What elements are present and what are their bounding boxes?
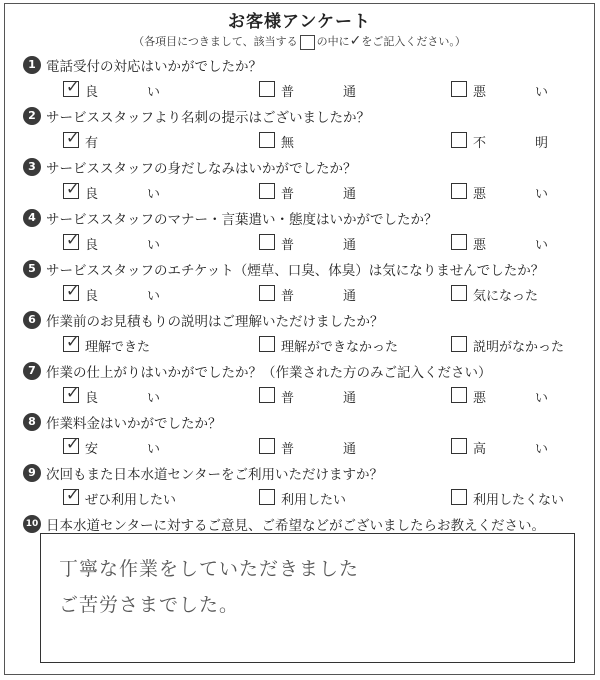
answer-label-suffix: い: [147, 442, 161, 457]
answer-option[interactable]: [451, 387, 581, 405]
question-9: [23, 463, 588, 513]
answer-label-suffix: い: [147, 238, 161, 253]
answer-option[interactable]: [451, 234, 581, 252]
answer-label: 説明がなかった: [473, 340, 565, 355]
question-number-icon: 9: [23, 464, 41, 482]
answer-label: 高: [473, 442, 487, 457]
answer-option[interactable]: [63, 383, 243, 406]
answer-checkbox[interactable]: [451, 81, 467, 97]
question-text: 次回もまた日本水道センターをご利用いただけますか？: [46, 467, 383, 483]
answer-label-suffix: い: [147, 187, 161, 202]
answer-option[interactable]: [259, 438, 439, 456]
answer-label: 利用したくない: [473, 493, 565, 508]
answer-label-suffix: 明: [535, 136, 549, 151]
comment-line-1: 丁寧な作業をしていただきました: [59, 558, 360, 580]
answer-option[interactable]: [63, 230, 243, 253]
answer-option[interactable]: [63, 179, 243, 202]
question-text: 日本水道センターに対するご意見、ご希望などがございましたらお教えください。: [46, 518, 545, 534]
answer-label: 無: [281, 136, 295, 151]
answer-label-suffix: い: [535, 238, 549, 253]
answer-option[interactable]: [259, 336, 439, 354]
answer-label-suffix: 通: [343, 442, 357, 457]
answer-checkbox[interactable]: [259, 234, 275, 250]
answer-option[interactable]: [259, 285, 439, 303]
answer-option[interactable]: [259, 132, 439, 150]
question-text: 作業前のお見積もりの説明はご理解いただけましたか？: [46, 314, 384, 330]
question-number-icon: 6: [23, 311, 41, 329]
question-2: [23, 106, 588, 156]
checkmark-icon: ✓: [66, 281, 80, 300]
answer-option[interactable]: [451, 489, 581, 507]
answer-option[interactable]: [259, 387, 439, 405]
checkmark-icon: ✓: [349, 33, 362, 49]
instructions-before: （各項目につきまして、該当する: [133, 35, 298, 48]
answer-option[interactable]: [63, 281, 243, 304]
question-1: [23, 55, 588, 105]
question-number-icon: 8: [23, 413, 41, 431]
answer-label: 良: [85, 85, 99, 100]
answer-label: 不: [473, 136, 487, 151]
question-number-icon: 2: [23, 107, 41, 125]
answer-label: 有: [85, 136, 99, 151]
answer-label-suffix: い: [535, 391, 549, 406]
question-4: [23, 208, 588, 258]
answer-checkbox[interactable]: [451, 336, 467, 352]
survey-title: お客様アンケート: [228, 12, 371, 32]
answer-option[interactable]: [451, 438, 581, 456]
answer-label: ぜひ利用したい: [85, 493, 177, 508]
checkmark-icon: ✓: [66, 230, 80, 249]
answer-label-suffix: い: [147, 85, 161, 100]
answer-checkbox[interactable]: [451, 132, 467, 148]
answer-label: 普: [281, 442, 295, 457]
comment-box[interactable]: [40, 533, 575, 663]
answer-checkbox[interactable]: [451, 438, 467, 454]
answer-checkbox[interactable]: [63, 230, 80, 250]
answer-label: 悪: [473, 391, 487, 406]
answer-label: 良: [85, 289, 99, 304]
question-5: [23, 259, 588, 309]
answer-checkbox[interactable]: [63, 281, 80, 301]
answer-label: 普: [281, 85, 295, 100]
answer-label-suffix: 通: [343, 289, 357, 304]
answer-label: 良: [85, 391, 99, 406]
question-text: 電話受付の対応はいかがでしたか？: [46, 59, 262, 75]
answer-label-suffix: い: [535, 85, 549, 100]
checkmark-icon: ✓: [66, 179, 80, 198]
answer-option[interactable]: [259, 489, 439, 507]
checkmark-icon: ✓: [66, 383, 80, 402]
survey-instructions: [5, 33, 594, 50]
answer-checkbox[interactable]: [451, 489, 467, 505]
answer-label-suffix: い: [147, 289, 161, 304]
answer-label-suffix: 通: [343, 391, 357, 406]
answer-checkbox[interactable]: [63, 434, 80, 454]
checkmark-icon: ✓: [66, 77, 80, 96]
answer-checkbox[interactable]: [63, 77, 80, 97]
instructions-after: をご記入ください。）: [361, 35, 466, 48]
answer-label: 理解ができなかった: [281, 340, 399, 355]
answer-label: 普: [281, 391, 295, 406]
instructions-middle: の中に: [316, 35, 350, 48]
answer-label-suffix: い: [535, 187, 549, 202]
answer-label: 悪: [473, 238, 487, 253]
answer-checkbox[interactable]: [259, 489, 275, 505]
answer-checkbox[interactable]: [259, 81, 275, 97]
question-number-icon: 5: [23, 260, 41, 278]
answer-checkbox[interactable]: [63, 179, 80, 199]
answer-checkbox[interactable]: [259, 438, 275, 454]
answer-checkbox[interactable]: [451, 387, 467, 403]
answer-label-suffix: 通: [343, 85, 357, 100]
answer-label: 理解できた: [85, 340, 151, 355]
answer-option[interactable]: [259, 234, 439, 252]
example-checkbox-icon: [300, 35, 315, 50]
answer-option[interactable]: [63, 485, 243, 508]
question-text: サービススタッフの身だしなみはいかがでしたか？: [46, 161, 357, 177]
answer-label: 悪: [473, 187, 487, 202]
answer-option[interactable]: [259, 183, 439, 201]
answer-checkbox[interactable]: [63, 383, 80, 403]
answer-label-suffix: い: [147, 391, 161, 406]
answer-label: 気になった: [473, 289, 539, 304]
question-number-icon: 3: [23, 158, 41, 176]
answer-option[interactable]: [451, 285, 581, 303]
question-3: [23, 157, 588, 207]
answer-option[interactable]: [451, 183, 581, 201]
answer-label: 良: [85, 238, 99, 253]
checkmark-icon: ✓: [66, 434, 80, 453]
comment-line-2: ご苦労さまでした。: [59, 594, 240, 616]
answer-checkbox[interactable]: [259, 285, 275, 301]
answer-option[interactable]: [451, 132, 581, 150]
answer-option[interactable]: [451, 81, 581, 99]
answer-label-suffix: 通: [343, 238, 357, 253]
answer-label: 悪: [473, 85, 487, 100]
question-number-icon: 4: [23, 209, 41, 227]
question-text: サービススタッフより名刺の提示はございましたか？: [46, 110, 370, 126]
checkmark-icon: ✓: [66, 332, 80, 351]
question-text: サービススタッフのエチケット（煙草、口臭、体臭）は気になりませんでしたか？: [46, 263, 545, 279]
question-text: サービススタッフのマナー・言葉遣い・態度はいかがでしたか？: [46, 212, 438, 228]
question-number-icon: 1: [23, 56, 41, 74]
answer-checkbox[interactable]: [259, 132, 275, 148]
answer-checkbox[interactable]: [63, 128, 80, 148]
answer-checkbox[interactable]: [259, 183, 275, 199]
answer-label: 利用したい: [281, 493, 347, 508]
answer-option[interactable]: [63, 128, 243, 151]
answer-checkbox[interactable]: [451, 234, 467, 250]
answer-checkbox[interactable]: [451, 183, 467, 199]
checkmark-icon: ✓: [66, 128, 80, 147]
question-text: 作業の仕上がりはいかがでしたか？（作業された方のみご記入ください）: [46, 365, 492, 381]
checkmark-icon: ✓: [66, 485, 80, 504]
answer-checkbox[interactable]: [451, 285, 467, 301]
answer-option[interactable]: [63, 332, 243, 355]
answer-label: 普: [281, 289, 295, 304]
answer-label-suffix: 通: [343, 187, 357, 202]
question-7: [23, 361, 588, 411]
answer-label: 普: [281, 187, 295, 202]
answer-option[interactable]: [259, 81, 439, 99]
answer-checkbox[interactable]: [259, 387, 275, 403]
question-text: 作業料金はいかがでしたか？: [46, 416, 222, 432]
answer-option[interactable]: [63, 434, 243, 457]
question-6: [23, 310, 588, 360]
answer-checkbox[interactable]: [63, 332, 80, 352]
answer-label: 安: [85, 442, 99, 457]
answer-option[interactable]: [451, 336, 581, 354]
question-8: [23, 412, 588, 462]
answer-checkbox[interactable]: [63, 485, 80, 505]
answer-label: 良: [85, 187, 99, 202]
question-number-icon: 10: [23, 515, 41, 533]
answer-label: 普: [281, 238, 295, 253]
answer-label-suffix: い: [535, 442, 549, 457]
answer-checkbox[interactable]: [259, 336, 275, 352]
answer-option[interactable]: [63, 77, 243, 100]
question-number-icon: 7: [23, 362, 41, 380]
